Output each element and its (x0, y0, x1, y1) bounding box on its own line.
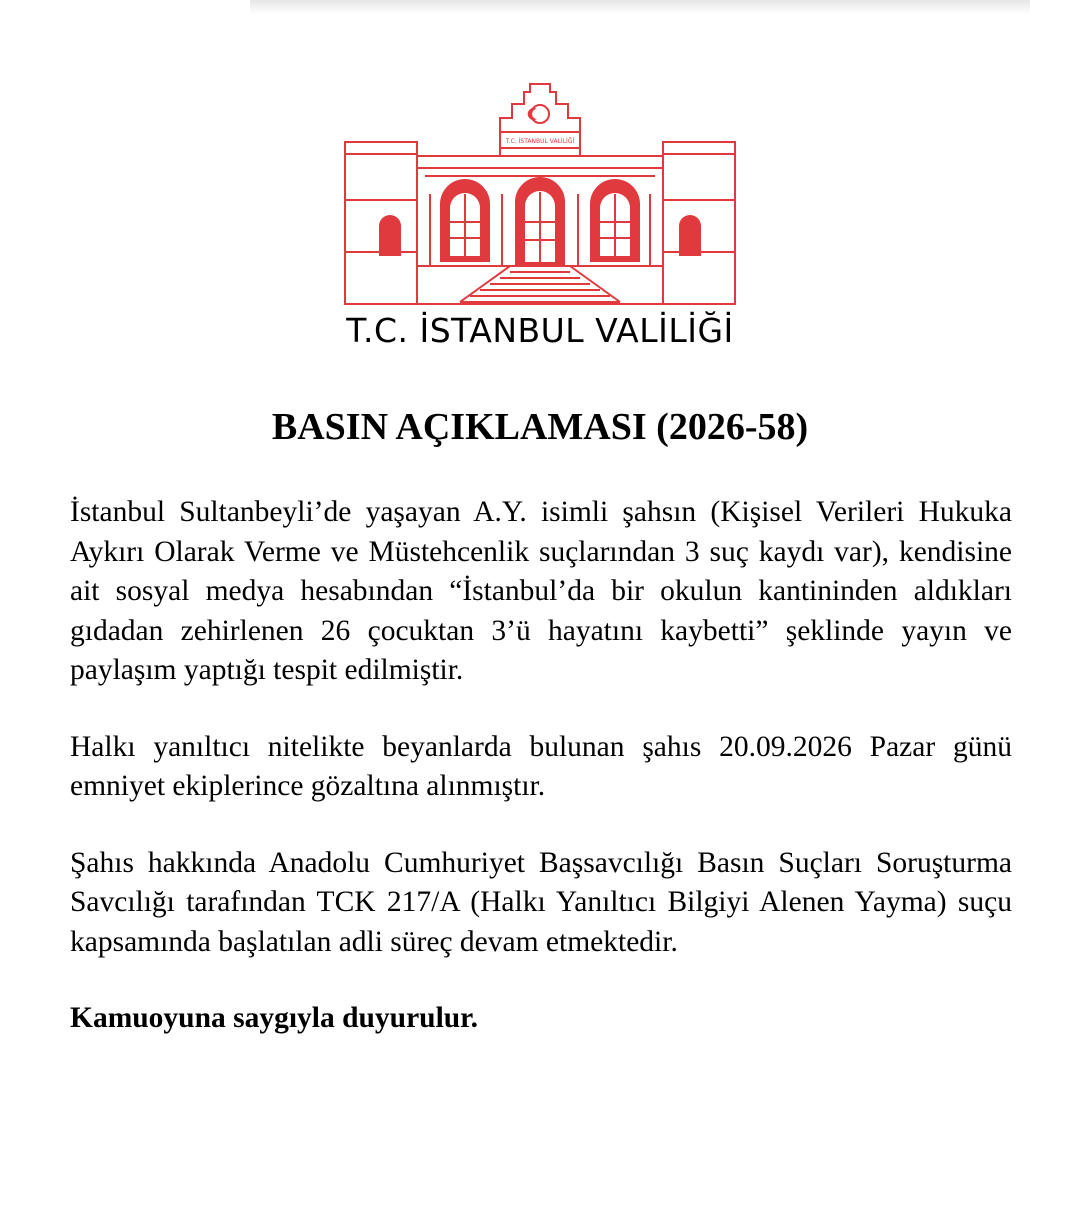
document-body (70, 493, 1012, 1039)
paragraph: İstanbul Sultanbeyli’de yaşayan A.Y. isimli şahsın (Kişisel Verileri Hukuka Aykırı Olarak Verme ve Müstehcenlik suçlarından 3 suç kaydı var), kendisine ait sosyal medya hesabından “İstanbul’da bir okulun kantininden aldıkları gıdadan zehirlenen 26 çocuktan 3’ü hayatını kaybetti” şeklinde yayın ve paylaşım yaptığı tespit edilmiştir. (70, 496, 1012, 686)
closing-statement: Kamuoyuna saygıyla duyurulur. (70, 1002, 478, 1034)
building-sign-text: T.C. İSTANBUL VALİLİĞİ (505, 138, 575, 145)
logo-text: T.C. İSTANBUL VALİLİĞİ (346, 311, 734, 350)
top-edge-shadow (250, 0, 1030, 14)
paragraph: Halkı yanıltıcı nitelikte beyanlarda bulunan şahıs 20.09.2026 Pazar günü emniyet ekiplerince gözaltına alınmıştır. (70, 730, 1012, 802)
paragraph: Şahıs hakkında Anadolu Cumhuriyet Başsavcılığı Basın Suçları Soruşturma Savcılığı tarafından TCK 217/A (Halkı Yanıltıcı Bilgiyi Alenen Yayma) suçu kapsamında başlatılan adli süreç devam etmektedir. (70, 846, 1012, 958)
page-title: BASIN AÇIKLAMASI (2026-58) (271, 406, 809, 448)
istanbul-governorship-building-icon (340, 76, 740, 308)
